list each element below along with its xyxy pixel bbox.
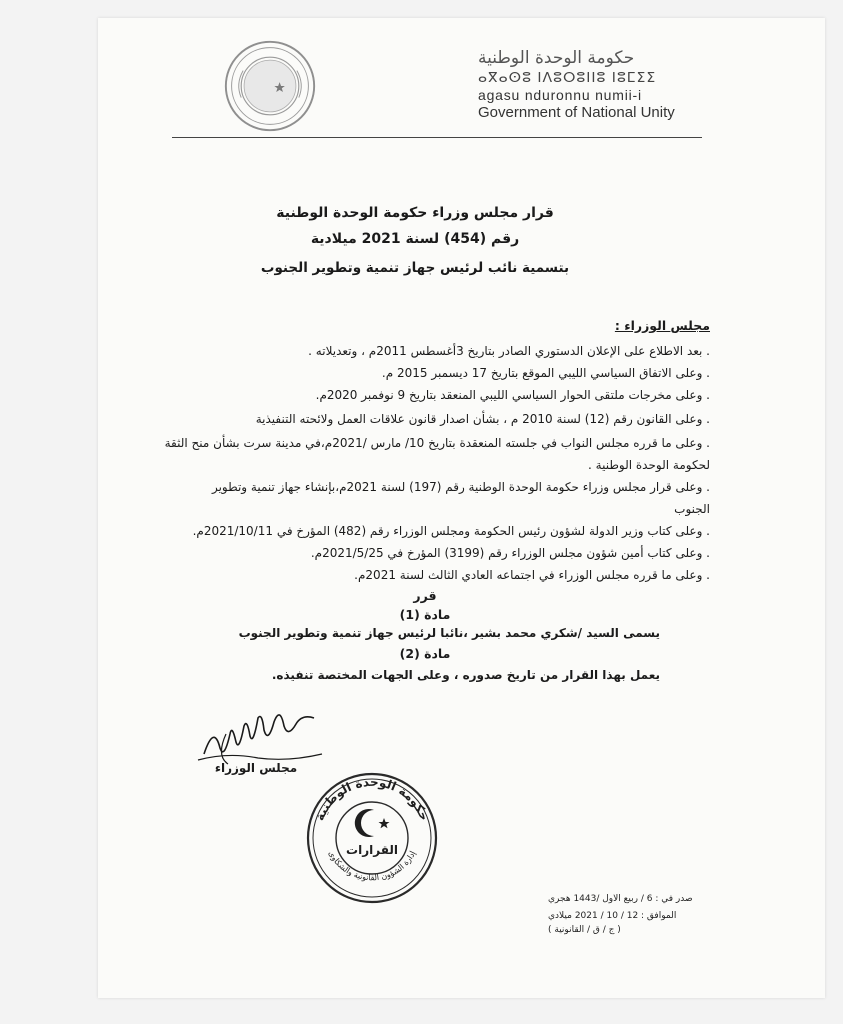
preamble-item: . وعلى قرار مجلس وزراء حكومة الوحدة الوطنية رقم (197) لسنة 2021م،بإنشاء جهاز تنمية وتطوير [211, 480, 710, 494]
gov-name-english: Government of National Unity [478, 104, 675, 121]
preamble-item: . وعلى القانون رقم (12) لسنة 2010 م ، بشأن اصدار قانون علاقات العمل ولائحته التنفيذية [255, 412, 710, 426]
decree-title: قرار مجلس وزراء حكومة الوحدة الوطنية [276, 205, 554, 221]
article-2-text: يعمل بهذا القرار من تاريخ صدوره ، وعلى الجهات المختصة تنفيذه. [271, 668, 660, 682]
stamp-top-text: حكومة الوحدة الوطنية [312, 774, 432, 823]
preamble-item: . وعلى كتاب وزير الدولة لشؤون رئيس الحكومة ومجلس الوزراء رقم (482) المؤرخ في 2021/10/11م. [192, 524, 710, 538]
issue-date-hijri: صدر في : 6 / ربيع الاول /1443 هجري [548, 894, 693, 904]
official-stamp [302, 768, 442, 908]
stamp-bottom-text: إدارة الشؤون القانونية والشكاوى [326, 849, 418, 883]
preamble-item: . وعلى ما قرره مجلس النواب في جلسته المنعقدة بتاريخ 10/ مارس /2021م،في مدينة سرت بشأن منح الثقة [164, 436, 710, 450]
gov-name-arabic: حكومة الوحدة الوطنية [478, 48, 635, 68]
gnu-emblem-logo [222, 38, 318, 134]
preamble-item: . وعلى كتاب أمين شؤون مجلس الوزراء رقم (3199) المؤرخ في 2021/5/25م. [310, 546, 710, 560]
decided-heading: قرر [413, 588, 437, 603]
preamble-item: . وعلى مخرجات ملتقى الحوار السياسي الليبي المنعقد بتاريخ 9 نوفمبر 2020م. [315, 388, 710, 402]
issue-date-gregorian: الموافق : 12 / 10 / 2021 ميلادي [548, 911, 677, 921]
stamp-center-text: القرارات [346, 843, 398, 857]
svg-text:حكومة الوحدة الوطنية [312, 775, 431, 823]
preamble-item: . وعلى الاتفاق السياسي الليبي الموقع بتاريخ 17 ديسمبر 2015 م. [381, 366, 710, 380]
preamble-item-continued: لحكومة الوحدة الوطنية . [588, 458, 710, 472]
gov-name-tifinagh: ⴰⴳⴰⵙⵓ ⵏⴷⵓⵔⵓⵏⵏⵓ ⵏⵓⵎⵉⵉ [478, 70, 657, 86]
government-header [478, 48, 708, 121]
signature-label: مجلس الوزراء [214, 761, 298, 775]
document-page [98, 18, 825, 998]
article-2-heading: مادة (2) [399, 646, 451, 661]
decree-number: رقم (454) لسنة 2021 ميلادية [310, 231, 520, 247]
reference-code: ( ج / ق / القانونية ) [548, 925, 621, 935]
gov-name-amazigh-latin: agasu nduronnu numii-i [478, 87, 642, 103]
article-1-heading: مادة (1) [399, 607, 451, 622]
decree-subject: بتسمية نائب لرئيس جهاز تنمية وتطوير الجنوب [260, 260, 570, 276]
council-heading: مجلس الوزراء : [614, 318, 710, 333]
preamble-item: . وعلى ما قرره مجلس الوزراء في اجتماعه العادي الثالث لسنة 2021م. [354, 568, 710, 582]
preamble-item: . بعد الاطلاع على الإعلان الدستوري الصادر بتاريخ 3أغسطس 2011م ، وتعديلاته . [308, 344, 710, 358]
article-1-text: يسمى السيد /شكري محمد بشير ،نائبا لرئيس جهاز تنمية وتطوير الجنوب [238, 626, 660, 640]
preamble-item-continued: الجنوب [674, 502, 710, 516]
header-divider [172, 137, 702, 138]
